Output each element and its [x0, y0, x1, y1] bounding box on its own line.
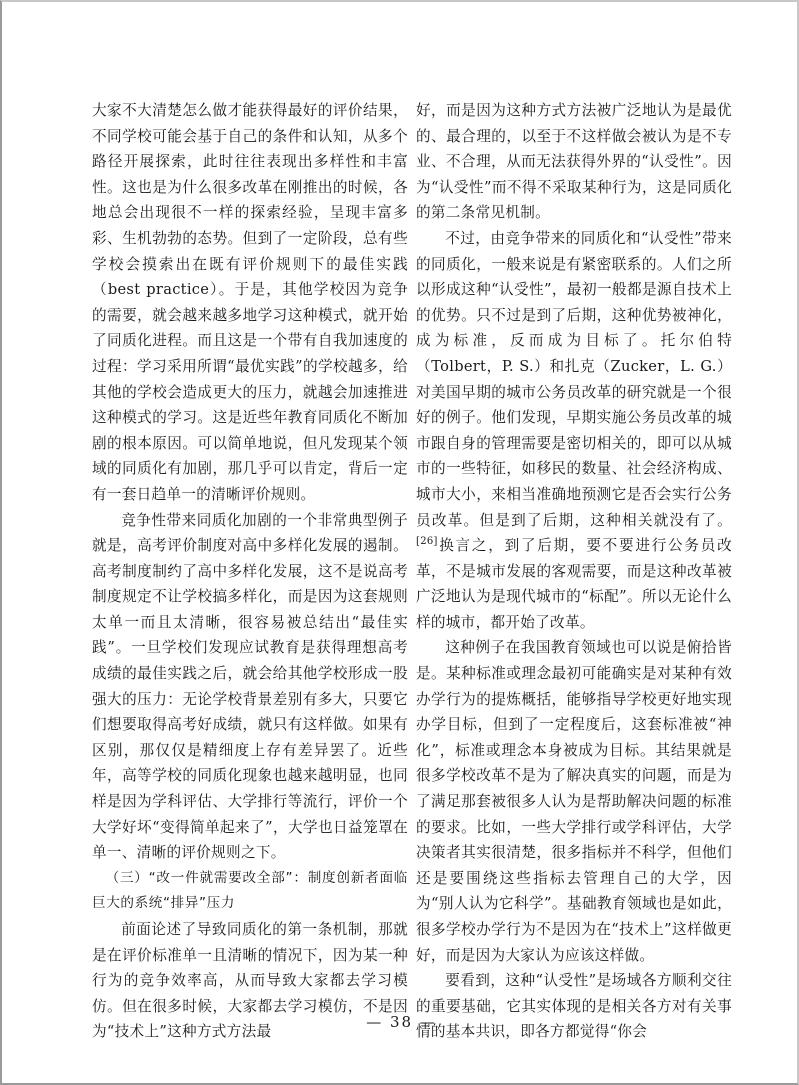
paragraph-text: 不过，由竞争带来的同质化和“认受性”带来的同质化，一般来说是有紧密联系的。人们之所以形成这种“认受性”，最初一般都是源自技术上的优势。只不过是到了后期，这种优势被神化，成为标准，反而成为目标了。托尔伯特（Tolbert，P. S.）和扎克（Zucker，L. G.）对美国早期的城市公务员改革的研究就是一个很好的例子。他们发现，早期实施公务员改革的城市跟自身的管理需要是密切相关的，即可以从城市的一些特征，如移民的数量、社会经济构成、城市大小，来相当准确地预测它是否会实行公务员改革。但是到了后期，这种相关就没有了。	[416, 229, 732, 529]
paragraph: 前面论述了导致同质化的第一条机制，那就是在评价标准单一且清晰的情况下，因为某一种行为的竞争效率高，从而导致大家都去学习模仿。但在很多时候，大家都去学习模仿，不是因为“技术上”这种方式方法最	[92, 921, 408, 1041]
left-column	[92, 98, 408, 1045]
paragraph: 要看到，这种“认受性”是场域各方顺利交往的重要基础，它其实体现的是相关各方对有关事情的基本共识，即各方都觉得“你会	[416, 972, 732, 1041]
paragraph: 好，而是因为这种方式方法被广泛地认为是最优的、最合理的，以至于不这样做会被认为是不专业、不合理，从而无法获得外界的“认受性”。因为“认受性”而不得不采取某种行为，这是同质化的第二条常见机制。	[416, 102, 732, 222]
paragraph: 竞争性带来同质化加剧的一个非常典型例子就是，高考评价制度对高中多样化发展的遏制。高考制度制约了高中多样化发展，这不是说高考制度规定不让学校搞多样化，而是因为这套规则太单一而且太清晰，很容易被总结出“最佳实践”。一旦学校们发现应试教育是获得理想高考成绩的最佳实践之后，就会给其他学校形成一股强大的压力：无论学校背景差别有多大，只要它们想要取得高考好成绩，就只有这样做。如果有区别，那仅仅是精细度上存有差异罢了。近些年，高等学校的同质化现象也越来越明显，也同样是因为学科评估、大学排行等流行，评价一个大学好坏“变得简单起来了”，大学也日益笼罩在单一、清晰的评价规则之下。	[92, 511, 408, 862]
right-column	[416, 98, 732, 1045]
section-heading: （三）“改一件就需要改全部”：制度创新者面临巨大的系统“排异”压力	[92, 869, 408, 912]
paragraph	[416, 226, 732, 636]
paragraph-text: 换言之，到了后期，要不要进行公务员改革，不是城市发展的客观需要，而是这种改革被广泛地认为是现代城市的“标配”。所以无论什么样的城市，都开始了改革。	[416, 537, 732, 631]
page-number: — 38 —	[366, 1013, 437, 1031]
paragraph: 大家不大清楚怎么做才能获得最好的评价结果，不同学校可能会基于自己的条件和认知，从多个路径开展探索，此时往往表现出多样性和丰富性。这也是为什么很多改革在刚推出的时候，各地总会出现很不一样的探索经验，呈现丰富多彩、生机勃勃的态势。但到了一定阶段，总有些学校会摸索出在既有评价规则下的最佳实践（best practice）。于是，其他学校因为竞争的需要，就会越来越多地学习这种模式，就开始了同质化进程。而且这是一个带有自我加速度的过程：学习采用所谓“最优实践”的学校越多，给其他的学校会造成更大的压力，就越会加速推进这种模式的学习。这是近些年教育同质化不断加剧的根本原因。可以简单地说，但凡发现某个领域的同质化有加剧，那几乎可以肯定，背后一定有一套日趋单一的清晰评价规则。	[92, 102, 408, 503]
citation-ref: [26]	[416, 536, 438, 548]
paragraph: 这种例子在我国教育领域也可以说是俯拾皆是。某种标准或理念最初可能确实是对某种有效办学行为的提炼概括，能够指导学校更好地实现办学目标，但到了一定程度后，这套标准被“神化”，标准或理念本身被成为目标。其结果就是很多学校改革不是为了解决真实的问题，而是为了满足那套被很多人认为是帮助解决问题的标准的要求。比如，一些大学排行或学科评估，大学决策者其实很清楚，很多指标并不科学，但他们还是要围绕这些指标去管理自己的大学，因为“别人认为它科学”。基础教育领域也是如此，很多学校办学行为不是因为在“技术上”这样做更好，而是因为大家认为应该这样做。	[416, 639, 732, 964]
